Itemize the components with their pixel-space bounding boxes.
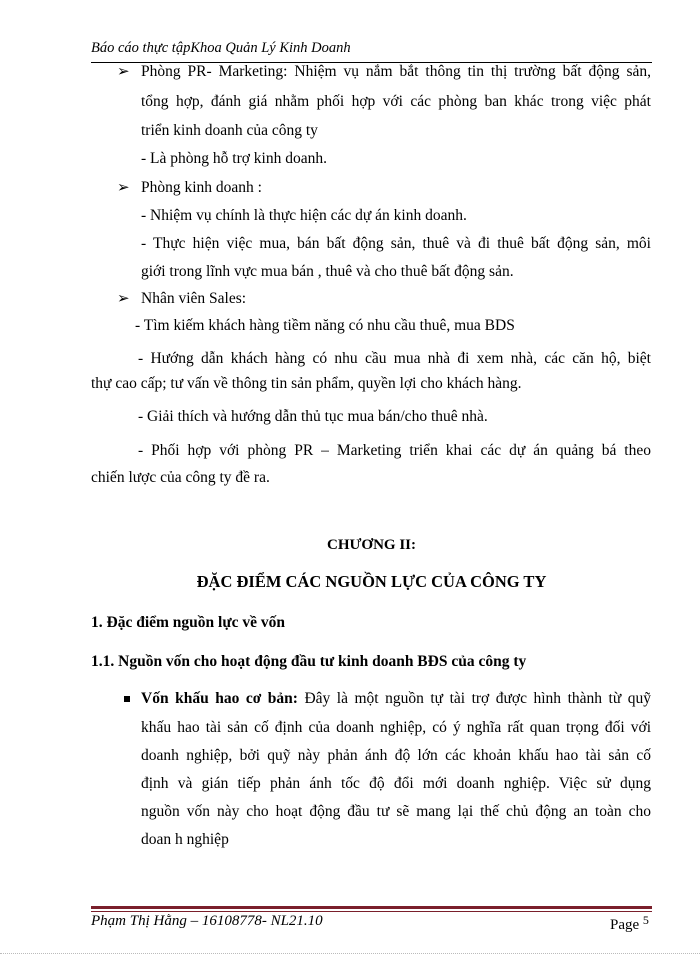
page-break-dotted bbox=[0, 953, 700, 954]
square-bullet-icon bbox=[124, 696, 130, 702]
chapter-number: CHƯƠNG II: bbox=[326, 537, 417, 553]
sales-title: Nhân viên Sales: bbox=[141, 290, 247, 307]
section-heading-1-1: 1.1. Nguồn vốn cho hoạt động đầu tư kinh doanh BĐS của công ty bbox=[91, 653, 527, 670]
kinh-doanh-line-2: - Thực hiện việc mua, bán bất động sản, thuê và đi thuê bất động sản, môi bbox=[141, 235, 651, 252]
bullet-line-3: doanh nghiệp, bởi quỹ này phản ánh độ lớn các khoản khấu hao tài sản cố bbox=[141, 747, 651, 764]
footer-rule-thin bbox=[91, 911, 652, 912]
bullet-line-1-text: Đây là một nguồn tự tài trợ được hình thành từ quỹ bbox=[297, 690, 651, 707]
section-heading-1: 1. Đặc điểm nguồn lực về vốn bbox=[91, 614, 286, 631]
page-number: 5 bbox=[642, 913, 649, 927]
bullet-line-4: định và gián tiếp phản ánh tốc độ đổi mới doanh nghiệp. Việc sử dụng bbox=[141, 775, 651, 792]
footer-author: Phạm Thị Hằng – 16108778- NL21.10 bbox=[91, 913, 323, 929]
bullet-line-6: doan h nghiệp bbox=[141, 831, 229, 848]
pr-line-2: tổng hợp, đánh giá nhằm phối hợp với các phòng ban khác trong việc phát bbox=[141, 93, 651, 110]
arrow-bullet-icon: ➢ bbox=[117, 291, 130, 307]
footer-rule-thick bbox=[91, 906, 652, 909]
page-label: Page bbox=[610, 917, 640, 933]
footer-page bbox=[610, 913, 649, 934]
sales-line-5: - Phối hợp với phòng PR – Marketing triển khai các dự án quảng bá theo bbox=[138, 442, 651, 459]
pr-line-4: - Là phòng hỗ trợ kinh doanh. bbox=[141, 150, 327, 167]
bullet-bold-lead: Vốn khấu hao cơ bản: bbox=[141, 690, 298, 707]
sales-line-6: chiến lược của công ty đề ra. bbox=[91, 469, 270, 486]
sales-line-3: thự cao cấp; tư vấn về thông tin sản phẩm, quyền lợi cho khách hàng. bbox=[91, 375, 522, 392]
kinh-doanh-title: Phòng kinh doanh : bbox=[141, 179, 262, 196]
chapter-title: ĐẶC ĐIỂM CÁC NGUỒN LỰC CỦA CÔNG TY bbox=[196, 572, 547, 591]
pr-line-1: Phòng PR- Marketing: Nhiệm vụ nắm bắt thông tin thị trường bất động sản, bbox=[141, 63, 651, 80]
kinh-doanh-line-3: giới trong lĩnh vực mua bán , thuê và cho thuê bất động sản. bbox=[141, 263, 514, 280]
sales-line-1: - Tìm kiếm khách hàng tiềm năng có nhu cầu thuê, mua BDS bbox=[135, 317, 515, 334]
arrow-bullet-icon: ➢ bbox=[117, 64, 130, 80]
kinh-doanh-line-1: - Nhiệm vụ chính là thực hiện các dự án kinh doanh. bbox=[141, 207, 467, 224]
pr-line-3: triển kinh doanh của công ty bbox=[141, 122, 318, 139]
bullet-line-2: khấu hao tài sản cố định của doanh nghiệp, có ý nghĩa rất quan trọng đối với bbox=[141, 719, 651, 736]
sales-line-2: - Hướng dẫn khách hàng có nhu cầu mua nhà đi xem nhà, các căn hộ, biệt bbox=[138, 350, 651, 367]
arrow-bullet-icon: ➢ bbox=[117, 180, 130, 196]
sales-line-4: - Giải thích và hướng dẫn thủ tục mua bán/cho thuê nhà. bbox=[138, 408, 488, 425]
page-header-title: Báo cáo thực tậpKhoa Quản Lý Kinh Doanh bbox=[91, 40, 351, 56]
bullet-line-5: nguồn vốn này cho hoạt động đầu tư sẽ mang lại thế chủ động an toàn cho bbox=[141, 803, 651, 820]
bullet-line-1 bbox=[141, 689, 651, 709]
